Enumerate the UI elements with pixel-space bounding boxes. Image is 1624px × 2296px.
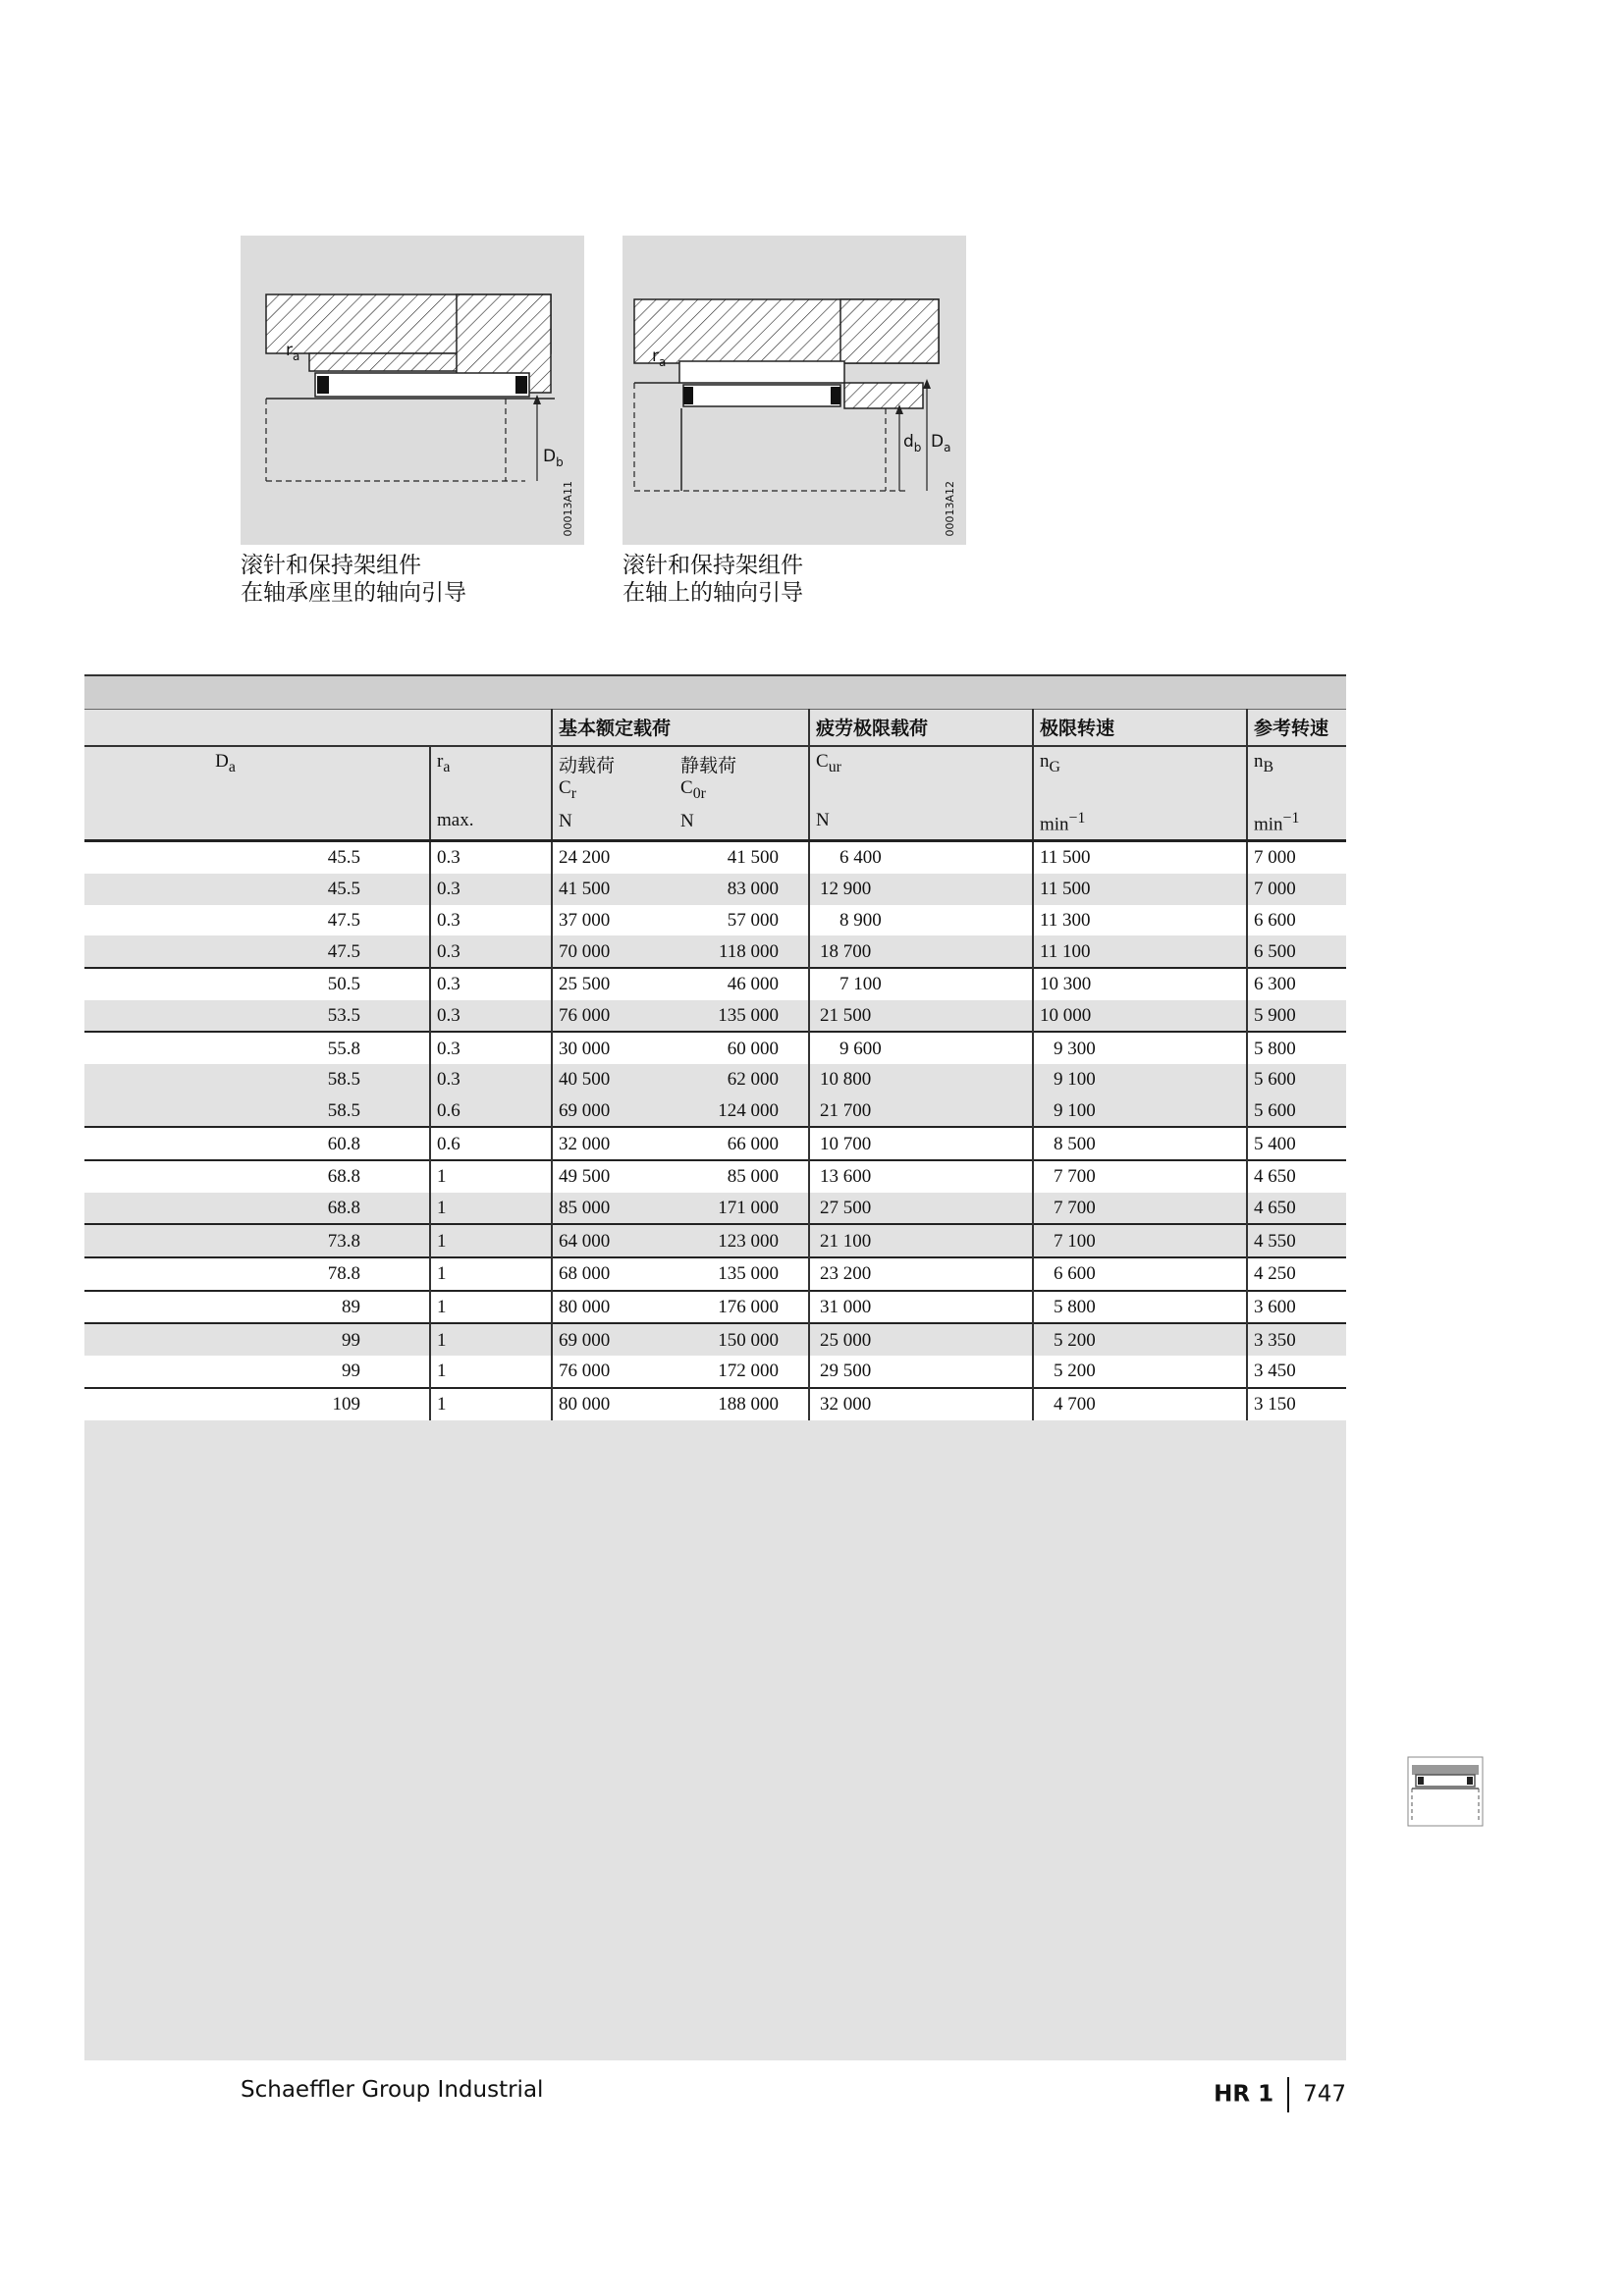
cell-cor: 66 000 — [675, 1127, 809, 1160]
cell-da: 45.5 — [84, 841, 430, 874]
header-ra: $r_a$ max. — [430, 746, 552, 841]
cell-ra: 1 — [430, 1224, 552, 1257]
figure-code: 00013A11 — [562, 481, 574, 537]
cell-cor: 83 000 — [727, 879, 779, 900]
cell-cur: 32 000 — [809, 1388, 1033, 1420]
cell-cor: 135 000 — [718, 1004, 779, 1026]
table-row — [84, 1127, 1346, 1160]
cell-cor: 150 000 — [675, 1323, 809, 1356]
caption-line-2: 在轴承座里的轴向引导 — [241, 580, 466, 606]
cell-ra: 1 — [430, 1388, 552, 1420]
cell-cr: 76 000 — [552, 1356, 675, 1388]
table-row — [84, 874, 1346, 905]
table-row — [84, 1356, 1346, 1388]
cell-ra: 0.3 — [430, 905, 552, 936]
svg-text:db — [903, 432, 921, 454]
cell-cr: 64 000 — [552, 1224, 675, 1257]
cell-ng: 5 200 — [1033, 1323, 1247, 1356]
cell-ng: 5 200 — [1033, 1356, 1247, 1388]
footer-separator — [1287, 2077, 1289, 2112]
cell-nb: 5 800 — [1247, 1032, 1346, 1064]
cell-cur: 23 200 — [809, 1257, 1033, 1291]
cell-ng: 11 500 — [1033, 874, 1247, 905]
cell-da: 53.5 — [327, 1004, 360, 1026]
dimension-table — [84, 674, 1346, 1420]
cell-cr: 68 000 — [552, 1257, 675, 1291]
group-header-ref-speed: 参考转速 — [1247, 710, 1346, 747]
table-row — [84, 1323, 1346, 1356]
cell-nb: 5 600 — [1247, 1095, 1346, 1128]
cell-ng: 9 300 — [1033, 1032, 1247, 1064]
figure-caption-1 — [241, 552, 466, 607]
cell-cr: 80 000 — [552, 1388, 675, 1420]
cell-da: 99 — [84, 1323, 430, 1356]
table-row — [84, 1160, 1346, 1193]
cell-ng: 6 600 — [1033, 1257, 1247, 1291]
cell-ra: 0.3 — [430, 1064, 552, 1095]
bearing-thumb-icon — [1406, 1755, 1485, 1828]
label-db-sub: b — [556, 455, 564, 469]
cell-cur: 10 800 — [809, 1064, 1033, 1095]
bearing-section-diagram-1 — [241, 236, 584, 545]
figure-code: 00013A12 — [944, 481, 956, 537]
cell-cr: 80 000 — [552, 1291, 675, 1324]
cell-cr: 69 000 — [552, 1323, 675, 1356]
cell-nb: 5 400 — [1247, 1127, 1346, 1160]
cell-cur: 10 700 — [809, 1127, 1033, 1160]
cell-ra: 1 — [430, 1356, 552, 1388]
cell-da: 50.5 — [84, 968, 430, 1000]
table-row — [84, 1291, 1346, 1324]
cell-cur: 21 500 — [809, 1000, 1033, 1033]
cell-cr: 37 000 — [552, 905, 675, 936]
cell-cor: 46 000 — [675, 968, 809, 1000]
group-header-basic-load: 基本额定载荷 — [552, 710, 809, 747]
cell-ng: 9 100 — [1033, 1095, 1247, 1128]
table-row — [84, 1000, 1346, 1033]
cell-cor: 124 000 — [718, 1099, 779, 1121]
table-row — [84, 935, 1346, 968]
cell-ra: 0.6 — [430, 1095, 552, 1128]
svg-text:Da — [931, 432, 950, 454]
label-d: d — [903, 432, 914, 452]
cell-cr: 41 500 — [552, 874, 675, 905]
cell-cr: 40 500 — [552, 1064, 675, 1095]
cell-cor: 41 500 — [675, 841, 809, 874]
table-row — [84, 905, 1346, 936]
cell-da: 60.8 — [84, 1127, 430, 1160]
cell-cor: 123 000 — [675, 1224, 809, 1257]
cell-da: 78.8 — [84, 1257, 430, 1291]
cell-cr: 24 200 — [552, 841, 675, 874]
cell-ng: 11 100 — [1033, 935, 1247, 968]
cell-ng: 4 700 — [1033, 1388, 1247, 1420]
cell-cr: 69 000 — [552, 1095, 675, 1128]
cell-nb: 5 600 — [1247, 1064, 1346, 1095]
cell-cur: 25 000 — [809, 1323, 1033, 1356]
figure-caption-2 — [623, 552, 803, 607]
cell-cur: 12 900 — [809, 874, 1033, 905]
cell-cur: 21 700 — [809, 1095, 1033, 1128]
cell-cr: 25 500 — [552, 968, 675, 1000]
cell-ra: 0.3 — [430, 1032, 552, 1064]
cell-ra: 1 — [430, 1193, 552, 1225]
cell-ng: 11 500 — [1033, 841, 1247, 874]
cell-da: 55.8 — [84, 1032, 430, 1064]
header-nb: $n_B$ $\min^{-1}$ — [1247, 746, 1346, 841]
cell-ra: 1 — [430, 1291, 552, 1324]
cell-ng: 11 300 — [1033, 905, 1247, 936]
cell-nb: 7 000 — [1247, 841, 1346, 874]
cell-cr: 85 000 — [552, 1193, 675, 1225]
cell-ra: 1 — [430, 1323, 552, 1356]
label-ra-sub: a — [293, 349, 300, 363]
cell-ra: 0.3 — [430, 874, 552, 905]
cell-cur: 8 900 — [809, 905, 1033, 936]
cell-ra: 1 — [430, 1160, 552, 1193]
cell-cr: 49 500 — [552, 1160, 675, 1193]
cell-da: 47.5 — [327, 940, 360, 962]
header-cor: 静载荷 $C_{0r}$ N — [675, 746, 809, 841]
cell-cor: 85 000 — [675, 1160, 809, 1193]
cell-ng: 7 700 — [1033, 1193, 1247, 1225]
caption-line-2: 在轴上的轴向引导 — [623, 580, 803, 606]
cell-cur: 9 600 — [809, 1032, 1033, 1064]
cell-da: 109 — [84, 1388, 430, 1420]
footer-page-info — [1214, 2077, 1346, 2112]
table-row — [84, 1257, 1346, 1291]
label-da: D — [931, 432, 945, 452]
header-ng: $n_G$ $\min^{-1}$ — [1033, 746, 1247, 841]
group-header-fatigue: 疲劳极限载荷 — [809, 710, 1033, 747]
cell-ra: 0.6 — [430, 1127, 552, 1160]
cell-nb: 3 450 — [1247, 1356, 1346, 1388]
table-row — [84, 1064, 1346, 1095]
table-row — [84, 841, 1346, 874]
table-row — [84, 968, 1346, 1000]
cell-cor: 118 000 — [718, 940, 779, 962]
caption-line-1: 滚针和保持架组件 — [241, 553, 421, 578]
cell-da: 68.8 — [327, 1198, 360, 1219]
header-da: $D_a$ — [84, 746, 430, 841]
cell-cur: 21 100 — [809, 1224, 1033, 1257]
cell-da: 47.5 — [84, 905, 430, 936]
footer-catalog: HR 1 — [1214, 2081, 1274, 2108]
cell-nb: 3 600 — [1247, 1291, 1346, 1324]
bearing-section-diagram-2 — [623, 236, 966, 545]
footer-publisher: Schaeffler Group Industrial — [241, 2077, 544, 2103]
cell-cor: 171 000 — [718, 1198, 779, 1219]
cell-da: 99 — [84, 1356, 430, 1388]
cell-nb: 4 650 — [1247, 1160, 1346, 1193]
header-cur: $C_{ur}$ N — [809, 746, 1033, 841]
footer-page-number: 747 — [1303, 2081, 1346, 2108]
cell-da: 73.8 — [84, 1224, 430, 1257]
cell-nb: 7 000 — [1247, 874, 1346, 905]
cell-da: 45.5 — [327, 879, 360, 900]
cell-da: 89 — [84, 1291, 430, 1324]
label-ra: r — [286, 341, 293, 360]
caption-line-1: 滚针和保持架组件 — [623, 553, 803, 578]
cell-cor: 60 000 — [675, 1032, 809, 1064]
cell-cr: 32 000 — [552, 1127, 675, 1160]
cell-cor: 172 000 — [675, 1356, 809, 1388]
table-top-bar — [84, 675, 1346, 710]
cell-cur: 29 500 — [809, 1356, 1033, 1388]
cell-da: 68.8 — [84, 1160, 430, 1193]
cell-ng: 7 100 — [1033, 1224, 1247, 1257]
table-row — [84, 1095, 1346, 1128]
cell-cur: 27 500 — [809, 1193, 1033, 1225]
cell-cur: 18 700 — [809, 935, 1033, 968]
cell-nb: 6 500 — [1247, 935, 1346, 968]
cell-cor: 188 000 — [675, 1388, 809, 1420]
cell-cur: 13 600 — [809, 1160, 1033, 1193]
cell-ra: 0.3 — [430, 968, 552, 1000]
cell-ng: 8 500 — [1033, 1127, 1247, 1160]
table-row — [84, 1224, 1346, 1257]
cell-cor: 135 000 — [675, 1257, 809, 1291]
cell-da: 58.5 — [327, 1069, 360, 1091]
cell-cr: 70 000 — [552, 935, 675, 968]
cell-cor: 176 000 — [675, 1291, 809, 1324]
cell-cor: 62 000 — [727, 1069, 779, 1091]
cell-nb: 4 550 — [1247, 1224, 1346, 1257]
group-header-limit-speed: 极限转速 — [1033, 710, 1247, 747]
cell-nb: 4 250 — [1247, 1257, 1346, 1291]
group-header-blank — [84, 710, 552, 747]
cell-ng: 7 700 — [1033, 1160, 1247, 1193]
cell-cur: 6 400 — [809, 841, 1033, 874]
cell-nb: 6 600 — [1247, 905, 1346, 936]
cell-cor: 57 000 — [675, 905, 809, 936]
cell-cr: 76 000 — [552, 1000, 675, 1033]
cell-ng: 10 000 — [1033, 1000, 1247, 1033]
table-row — [84, 1032, 1346, 1064]
cell-nb: 3 350 — [1247, 1323, 1346, 1356]
cell-nb: 4 650 — [1247, 1193, 1346, 1225]
cell-cur: 7 100 — [809, 968, 1033, 1000]
label-d-sub: b — [913, 441, 922, 454]
cell-ra: 1 — [430, 1257, 552, 1291]
label-ra-2: r — [652, 347, 659, 366]
header-cr: 动载荷 $C_r$ N — [552, 746, 675, 841]
svg-text:Db — [543, 447, 564, 469]
figure-shaft-guidance — [623, 236, 966, 545]
cell-nb: 5 900 — [1247, 1000, 1346, 1033]
cell-ra: 0.3 — [430, 935, 552, 968]
cell-nb: 3 150 — [1247, 1388, 1346, 1420]
cell-cur: 31 000 — [809, 1291, 1033, 1324]
label-da-sub: a — [944, 441, 951, 454]
cell-ng: 9 100 — [1033, 1064, 1247, 1095]
cell-ng: 5 800 — [1033, 1291, 1247, 1324]
label-ra-2-sub: a — [659, 355, 667, 369]
cell-ng: 10 300 — [1033, 968, 1247, 1000]
figure-housing-guidance — [241, 236, 584, 545]
table-row — [84, 1388, 1346, 1420]
label-db: D — [543, 447, 557, 466]
cell-da: 58.5 — [327, 1099, 360, 1121]
cell-nb: 6 300 — [1247, 968, 1346, 1000]
cell-ra: 0.3 — [430, 1000, 552, 1033]
cell-cr: 30 000 — [552, 1032, 675, 1064]
table-row — [84, 1193, 1346, 1225]
cell-ra: 0.3 — [430, 841, 552, 874]
